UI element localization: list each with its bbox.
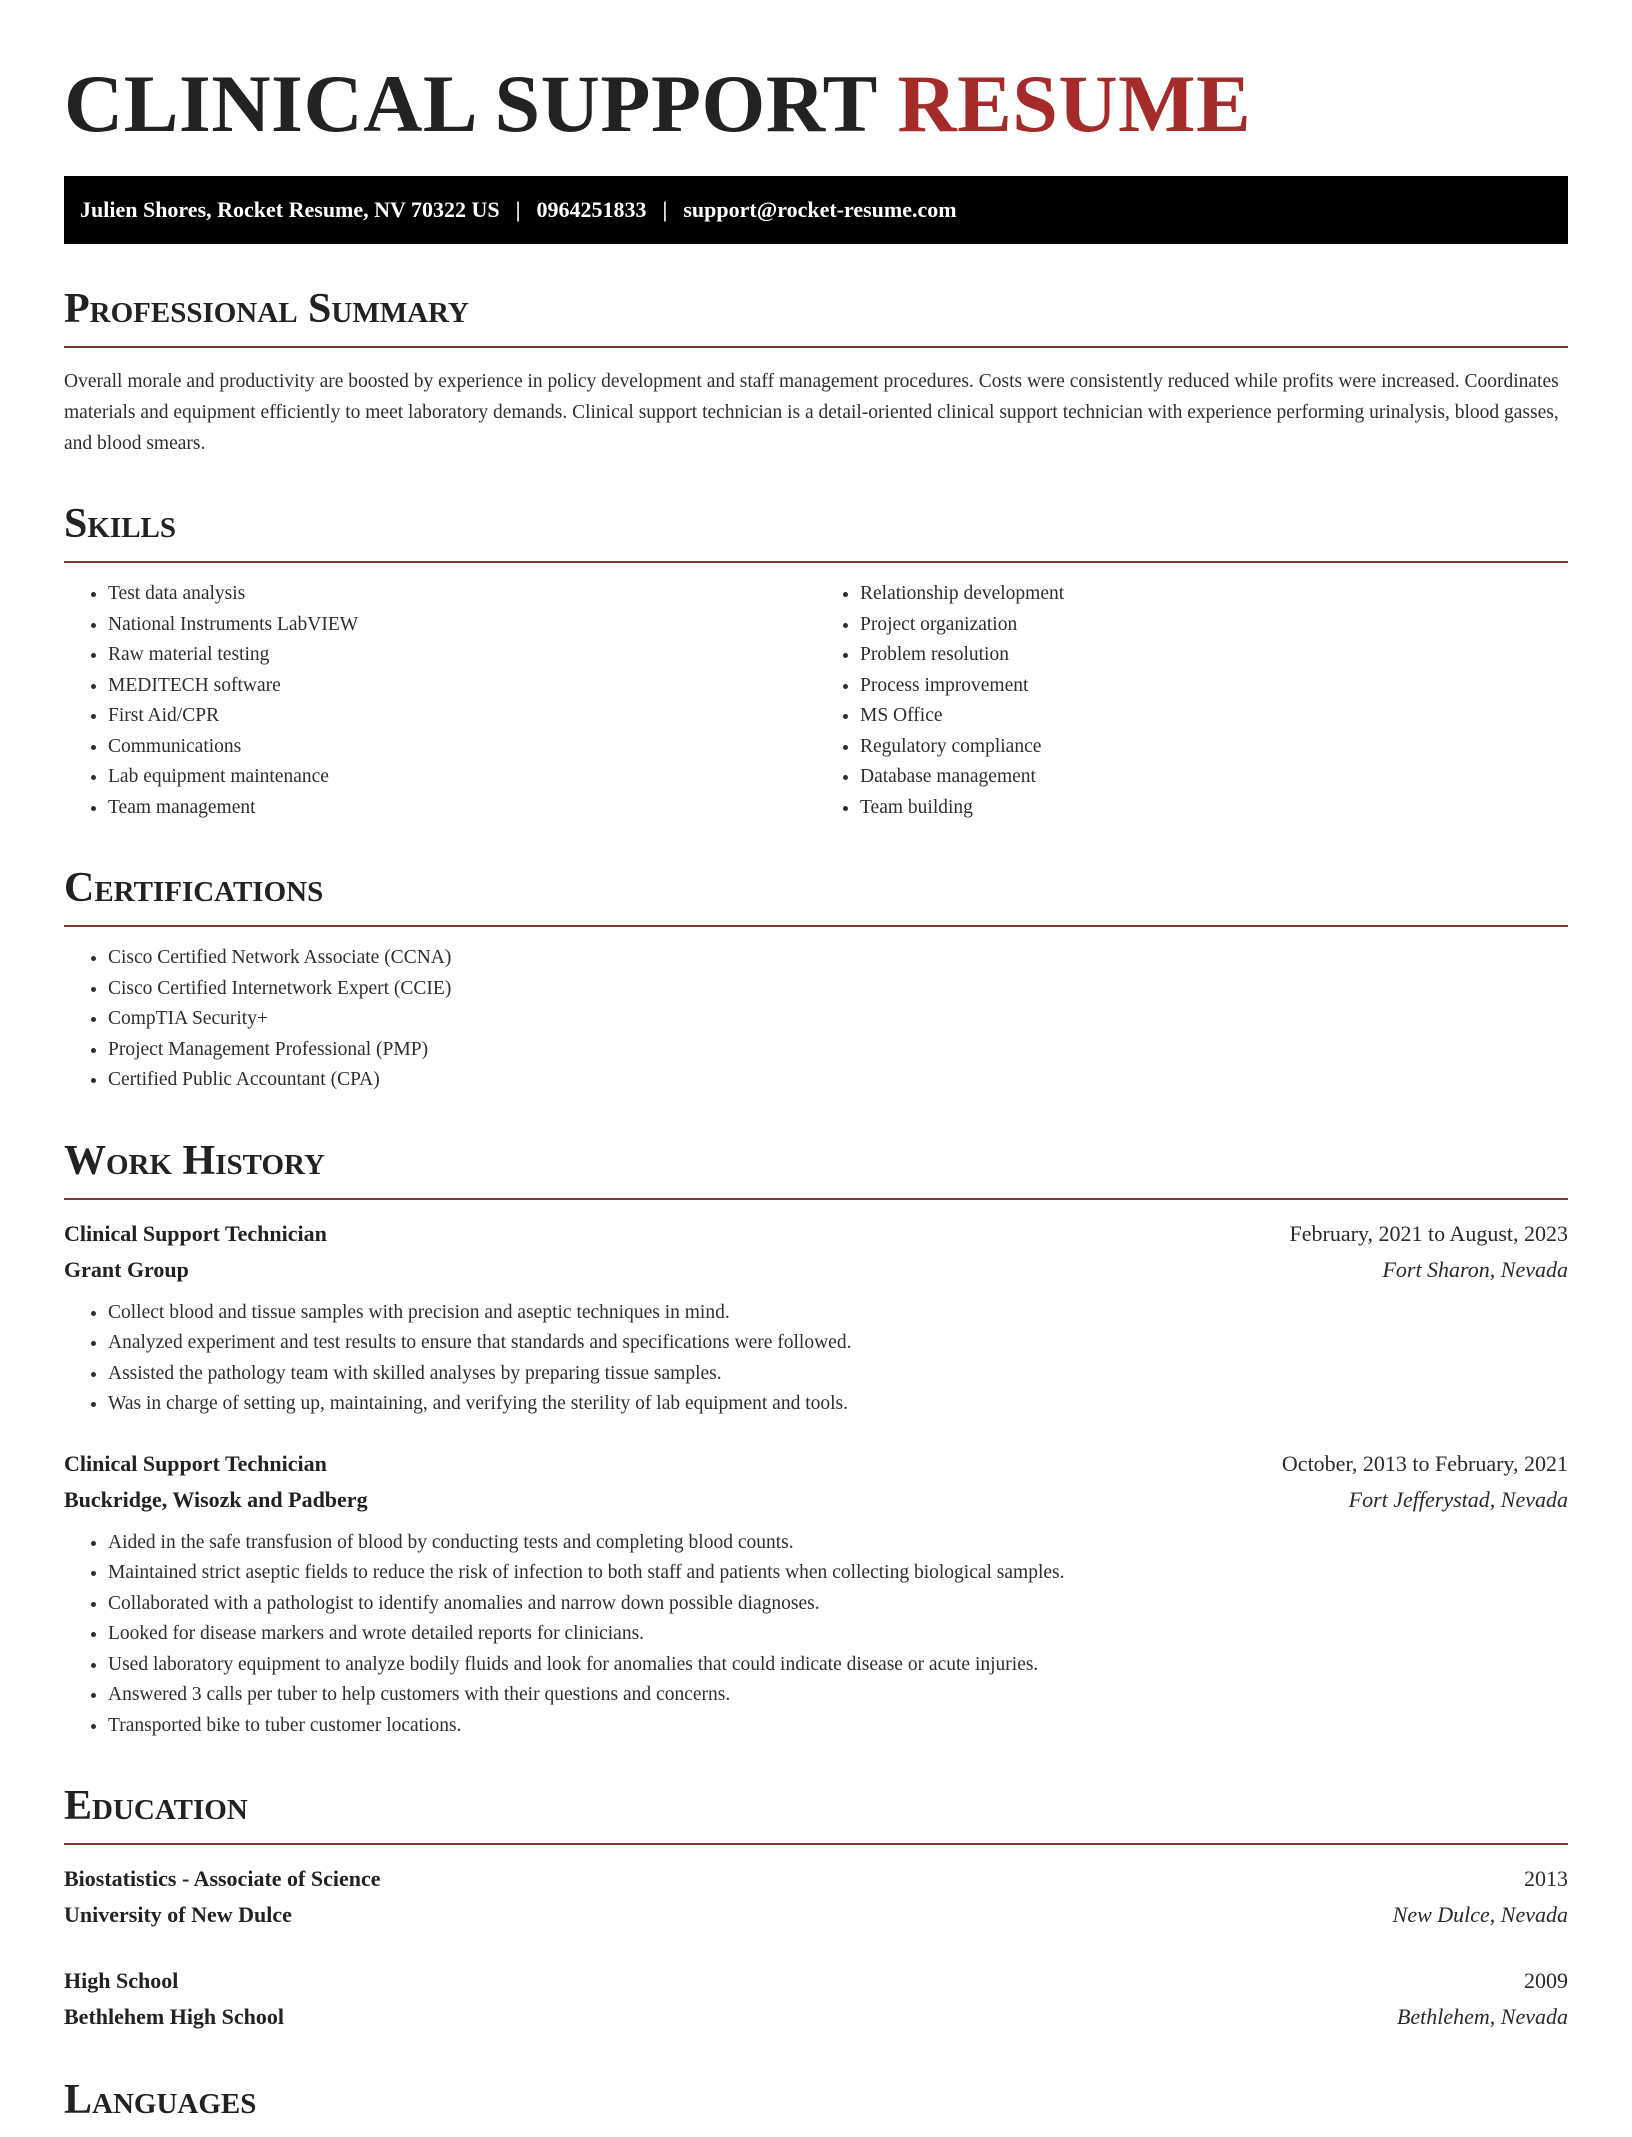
- resume-title: [64, 56, 1568, 152]
- skills-heading: Skills: [64, 499, 1568, 563]
- summary-section: [64, 284, 1568, 459]
- job-location: Fort Jefferystad, Nevada: [1348, 1486, 1568, 1512]
- skills-list-right: [816, 579, 1568, 823]
- job-entry: [64, 1216, 1568, 1420]
- languages-heading: Languages: [64, 2077, 257, 2123]
- job-dates: February, 2021 to August, 2023: [1289, 1220, 1568, 1246]
- job-bullets: [64, 1528, 1568, 1742]
- list-item: • Used laboratory equipment to analyze bodily fluids and look for anomalies that could indicate disease or acute injuries.: [108, 1650, 1568, 1681]
- certifications-section: [64, 863, 1568, 1096]
- list-item: • Test data analysis: [108, 579, 816, 610]
- list-item: • National Instruments LabVIEW: [108, 610, 816, 641]
- job-bullets: [64, 1298, 1568, 1420]
- list-item: • Communications: [108, 732, 816, 763]
- list-item: • Process improvement: [860, 671, 1568, 702]
- list-item: • Raw material testing: [108, 640, 816, 671]
- contact-address: Julien Shores, Rocket Resume, NV 70322 US: [80, 197, 500, 222]
- list-item: • Relationship development: [860, 579, 1568, 610]
- list-item: • Regulatory compliance: [860, 732, 1568, 763]
- job-title: Clinical Support Technician: [64, 1450, 327, 1476]
- languages-section: [64, 2075, 1568, 2137]
- list-item: • Collaborated with a pathologist to identify anomalies and narrow down possible diagnoses.: [108, 1589, 1568, 1620]
- list-item: • Analyzed experiment and test results to ensure that standards and specifications were followed.: [108, 1328, 1568, 1359]
- education-school: University of New Dulce: [64, 1902, 292, 1927]
- education-location: Bethlehem, Nevada: [1396, 2004, 1568, 2029]
- list-item: • Collect blood and tissue samples with precision and aseptic techniques in mind.: [108, 1298, 1568, 1329]
- list-item: • Was in charge of setting up, maintaining, and verifying the sterility of lab equipment and tools.: [108, 1389, 1568, 1420]
- skills-grid: [64, 563, 1568, 823]
- list-item: • Answered 3 calls per tuber to help customers with their questions and concerns.: [108, 1680, 1568, 1711]
- list-item: • Maintained strict aseptic fields to reduce the risk of infection to both staff and patients when collecting biological samples.: [108, 1558, 1568, 1589]
- job-company: Buckridge, Wisozk and Padberg: [64, 1486, 368, 1512]
- list-item: • Certified Public Accountant (CPA): [108, 1065, 1568, 1096]
- list-item: • Looked for disease markers and wrote detailed reports for clinicians.: [108, 1619, 1568, 1650]
- job-dates: October, 2013 to February, 2021: [1281, 1450, 1568, 1476]
- list-item: • Project Management Professional (PMP): [108, 1035, 1568, 1066]
- title-accent: RESUME: [897, 58, 1252, 149]
- education-location: New Dulce, Nevada: [1392, 1902, 1568, 1927]
- list-item: • MS Office: [860, 701, 1568, 732]
- summary-heading: Professional Summary: [64, 284, 1568, 348]
- list-item: • First Aid/CPR: [108, 701, 816, 732]
- list-item: • Transported bike to tuber customer locations.: [108, 1711, 1568, 1742]
- list-item: • Project organization: [860, 610, 1568, 641]
- education-section: [64, 1781, 1568, 2035]
- education-degree-row: [64, 1861, 1568, 1897]
- contact-separator: |: [662, 197, 668, 222]
- work-history-heading: Work History: [64, 1136, 1568, 1200]
- list-item: • MEDITECH software: [108, 671, 816, 702]
- contact-email: support@rocket-resume.com: [683, 197, 957, 222]
- list-item: • Database management: [860, 762, 1568, 793]
- list-item: • Problem resolution: [860, 640, 1568, 671]
- list-item: • Team building: [860, 793, 1568, 824]
- education-degree-row: [64, 1963, 1568, 1999]
- education-year: 2013: [1524, 1866, 1568, 1891]
- list-item: • Aided in the safe transfusion of blood by conducting tests and completing blood counts.: [108, 1528, 1568, 1559]
- job-location: Fort Sharon, Nevada: [1382, 1256, 1568, 1282]
- title-main: CLINICAL SUPPORT: [64, 58, 877, 149]
- list-item: • Cisco Certified Internetwork Expert (CCIE): [108, 974, 1568, 1005]
- certifications-list: [64, 943, 1568, 1096]
- job-header-row: [64, 1216, 1568, 1252]
- skills-section: [64, 499, 1568, 823]
- contact-bar: [64, 176, 1568, 244]
- job-title: Clinical Support Technician: [64, 1220, 327, 1246]
- education-heading: Education: [64, 1781, 1568, 1845]
- list-item: • Team management: [108, 793, 816, 824]
- list-item: • CompTIA Security+: [108, 1004, 1568, 1035]
- education-degree: High School: [64, 1968, 179, 1993]
- education-school-row: [64, 1897, 1568, 1933]
- work-history-section: [64, 1136, 1568, 1742]
- skills-list-left: [64, 579, 816, 823]
- job-company: Grant Group: [64, 1256, 189, 1282]
- job-company-row: [64, 1482, 1568, 1518]
- job-entry: [64, 1446, 1568, 1742]
- job-company-row: [64, 1252, 1568, 1288]
- contact-separator: |: [515, 197, 521, 222]
- education-school-row: [64, 1999, 1568, 2035]
- list-item: • Lab equipment maintenance: [108, 762, 816, 793]
- education-entry: [64, 1963, 1568, 2035]
- education-entry: [64, 1861, 1568, 1933]
- job-header-row: [64, 1446, 1568, 1482]
- list-item: • Cisco Certified Network Associate (CCNA): [108, 943, 1568, 974]
- list-item: • Assisted the pathology team with skilled analyses by preparing tissue samples.: [108, 1359, 1568, 1390]
- summary-text: Overall morale and productivity are boosted by experience in policy development and staff management procedures. Costs were consistently reduced while profits were increased. Coordinates materials and equipment efficiently to meet laboratory demands. Clinical support technician is a detail-oriented clinical support technician with experience performing urinalysis, blood gasses, and blood smears.: [64, 371, 1559, 454]
- certifications-heading: Certifications: [64, 863, 1568, 927]
- education-year: 2009: [1524, 1968, 1568, 1993]
- education-school: Bethlehem High School: [64, 2004, 285, 2029]
- education-degree: Biostatistics - Associate of Science: [64, 1866, 381, 1891]
- contact-phone: 0964251833: [536, 197, 647, 222]
